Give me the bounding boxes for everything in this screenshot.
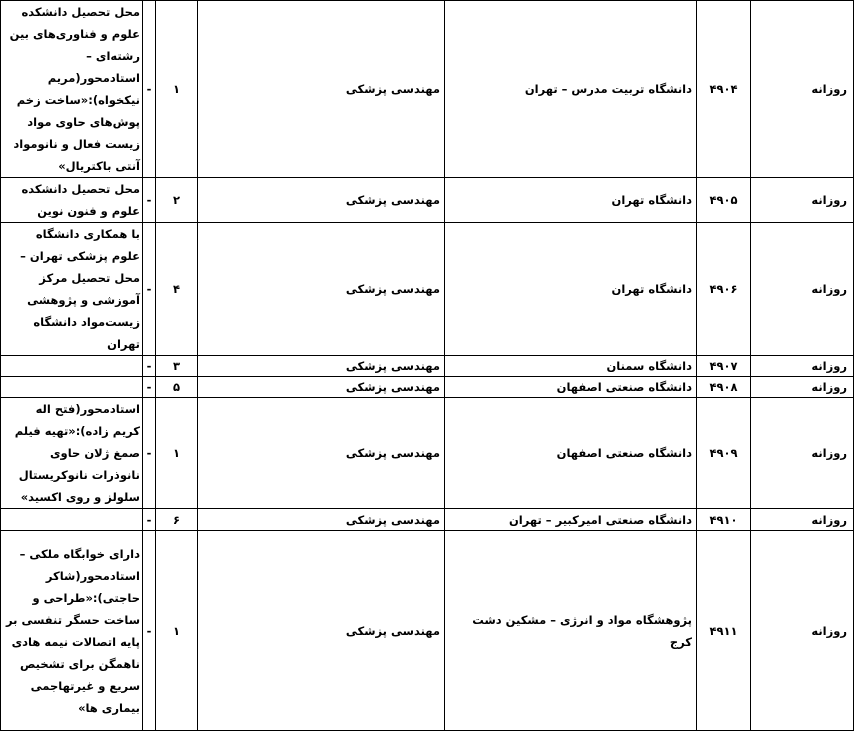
table-row bbox=[1, 1, 854, 178]
field-cell: مهندسی پزشکی bbox=[198, 531, 445, 731]
field-cell: مهندسی پزشکی bbox=[198, 377, 445, 398]
notes-cell bbox=[1, 356, 143, 377]
code-cell: ۴۹۰۵ bbox=[697, 178, 751, 223]
university-cell: دانشگاه صنعتی امیرکبیر – تهران bbox=[445, 509, 697, 531]
notes-cell bbox=[1, 377, 143, 398]
notes-cell: محل تحصیل دانشکده علوم و فنون نوین bbox=[1, 178, 143, 223]
field-cell: مهندسی پزشکی bbox=[198, 178, 445, 223]
capacity-cell: ۲ bbox=[156, 178, 198, 223]
notes-cell: استادمحور(فتح اله کریم زاده):«تهیه فیلم صمغ ژلان حاوی نانوذرات نانوکریستال سلولز و روی اکسید» bbox=[1, 398, 143, 509]
dash-cell: - bbox=[143, 356, 156, 377]
capacity-cell: ۱ bbox=[156, 531, 198, 731]
university-cell: دانشگاه تهران bbox=[445, 178, 697, 223]
period-cell: روزانه bbox=[751, 398, 854, 509]
code-cell: ۴۹۰۶ bbox=[697, 223, 751, 356]
period-cell: روزانه bbox=[751, 1, 854, 178]
university-cell: دانشگاه تهران bbox=[445, 223, 697, 356]
period-cell: روزانه bbox=[751, 531, 854, 731]
code-cell: ۴۹۰۸ bbox=[697, 377, 751, 398]
capacity-cell: ۶ bbox=[156, 509, 198, 531]
table-row bbox=[1, 178, 854, 223]
table-row bbox=[1, 531, 854, 731]
field-cell: مهندسی پزشکی bbox=[198, 509, 445, 531]
table-row bbox=[1, 356, 854, 377]
notes-cell: دارای خوابگاه ملکی – استادمحور(شاکر حاجتی):«طراحی و ساخت حسگر تنفسی بر پایه اتصالات نیمه هادی ناهمگن برای تشخیص سریع و غیرتهاجمی بیماری ها» bbox=[1, 531, 143, 731]
capacity-cell: ۵ bbox=[156, 377, 198, 398]
notes-cell bbox=[1, 509, 143, 531]
dash-cell: - bbox=[143, 178, 156, 223]
dash-cell: - bbox=[143, 223, 156, 356]
university-cell: پژوهشگاه مواد و انرژی – مشکین دشت کرج bbox=[445, 531, 697, 731]
code-cell: ۴۹۱۱ bbox=[697, 531, 751, 731]
period-cell: روزانه bbox=[751, 377, 854, 398]
code-cell: ۴۹۰۴ bbox=[697, 1, 751, 178]
table-row bbox=[1, 223, 854, 356]
university-cell: دانشگاه سمنان bbox=[445, 356, 697, 377]
period-cell: روزانه bbox=[751, 356, 854, 377]
notes-cell: محل تحصیل دانشکده علوم و فناوری‌های بین رشته‌ای – استادمحور(مریم نیکخواه):«ساخت زخم پوش‌های حاوی مواد زیست فعال و نانومواد آنتی باکتریال» bbox=[1, 1, 143, 178]
capacity-cell: ۴ bbox=[156, 223, 198, 356]
dash-cell: - bbox=[143, 398, 156, 509]
period-cell: روزانه bbox=[751, 178, 854, 223]
dash-cell: - bbox=[143, 1, 156, 178]
table-row bbox=[1, 509, 854, 531]
university-cell: دانشگاه صنعتی اصفهان bbox=[445, 377, 697, 398]
period-cell: روزانه bbox=[751, 509, 854, 531]
field-cell: مهندسی پزشکی bbox=[198, 356, 445, 377]
period-cell: روزانه bbox=[751, 223, 854, 356]
university-cell: دانشگاه تربیت مدرس – تهران bbox=[445, 1, 697, 178]
capacity-cell: ۳ bbox=[156, 356, 198, 377]
field-cell: مهندسی پزشکی bbox=[198, 223, 445, 356]
code-cell: ۴۹۰۹ bbox=[697, 398, 751, 509]
capacity-cell: ۱ bbox=[156, 1, 198, 178]
field-cell: مهندسی پزشکی bbox=[198, 398, 445, 509]
notes-cell: با همکاری دانشگاه علوم پزشکی تهران – محل تحصیل مرکز آموزشی و پژوهشی زیست‌مواد دانشگاه تهران bbox=[1, 223, 143, 356]
code-cell: ۴۹۰۷ bbox=[697, 356, 751, 377]
dash-cell: - bbox=[143, 377, 156, 398]
capacity-cell: ۱ bbox=[156, 398, 198, 509]
table-row bbox=[1, 377, 854, 398]
table-row bbox=[1, 398, 854, 509]
dash-cell: - bbox=[143, 531, 156, 731]
university-cell: دانشگاه صنعتی اصفهان bbox=[445, 398, 697, 509]
code-cell: ۴۹۱۰ bbox=[697, 509, 751, 531]
dash-cell: - bbox=[143, 509, 156, 531]
field-cell: مهندسی پزشکی bbox=[198, 1, 445, 178]
